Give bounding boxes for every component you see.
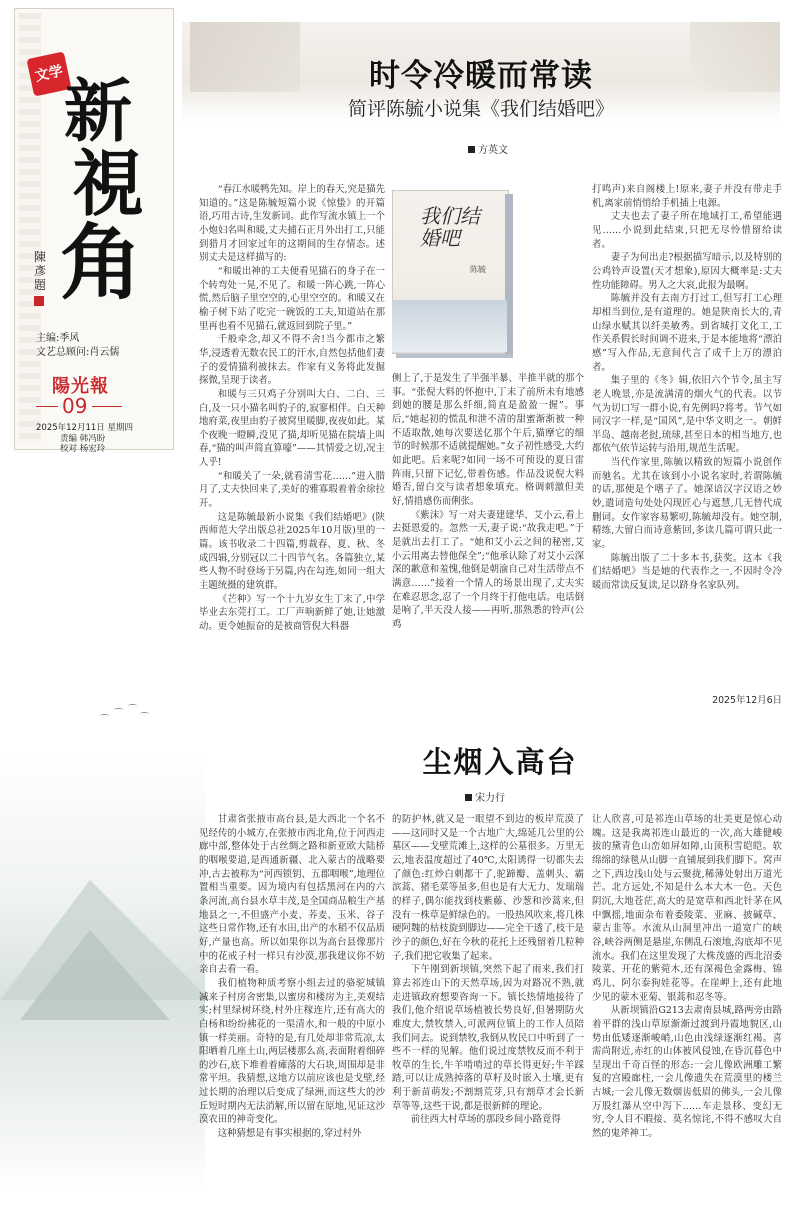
bird-icon: ⌒ (114, 709, 124, 719)
paragraph: 甘肃省张掖市高台县,是大西北一个名不见经传的小城方,在张掖市西北角,位于河西走廊中部,整体处于古丝绸之路和新亚欧大陆桥的咽喉要道,是西通新疆、北入蒙古的战略要冲,古去被称为“河西锁钥、五郡咽喉”,地理位置相当重要。因为境内有包括黑河在内的六条河流,高台县水草丰茂,是全国商品粮生产基地县之一,不但盛产小麦、荞麦、玉米、谷子这些日常作物,还有水田,出产的水稻不仅品质好,产量也高。所以如果你以为高台县像那片中的花戒子村一样只有沙漠,那我建议你不妨亲自去看一看。 (199, 814, 385, 976)
paragraph: 前往西大村草场的那段乡间小路竟得 (410, 1114, 561, 1126)
paragraph: 千般牵念,却又不得不舍!当今都市之繁华,浸透着无数农民工的汗水,自然包括他们妻子的爱情猫利被抹去。作家有义务将此发掘探微,呈现于读者。 (199, 334, 385, 387)
seal-stamp (34, 296, 44, 306)
page-number-rule-left (36, 406, 58, 407)
article-byline (468, 141, 508, 156)
author-name: 宋力行 (475, 793, 505, 804)
mountain-shape (20, 930, 170, 1020)
paragraph: 我们植物种质考察小组去过的骆驼城镇减来子村房舍密集,以蜜房和楼房为主,美观结实;村里绿树环绕,村外庄稼连片,还有高大的白杨和纷纷拂花的一渠清水,和一般的中原小镇一样美丽。奇特的是,有几处却非常荒凉,太阳晒着几座土山,两层楼那么高,表面附着细碎的沙石,底下堆着着瘫落的大石块,周围却是非常平坦。我猜想,这地方以前应该也是戈壁,经过长期的治理以后变成了绿洲,而这些大的沙丘短时期内无法消解,所以留在原地,见证这沙漠农田的神奇变化。 (199, 977, 385, 1126)
paragraph: “春江水暖鸭先知。岸上的春天,究是猫先知道的。”这是陈毓短篇小说《惊蛰》的开篇语,巧用古诗,生发新词。此作写流水镇上一个小炮妇名叫和暖,丈夫捕石正月外出打工,只能到猎月才回家过年的这期间的生存情态。述别丈夫是这样描写的: (199, 184, 385, 264)
paragraph: “和暖出神的工夫便看见猫石的身子在一个转弯处一晃,不见了。和暖一阵心跳,一阵心慌,然后脑子里空空的,心里空空的。和暖又在榆子树下站了吃完一碗饭的工夫,知道站在那里再也看不见猫石,就返回到院子里。” (199, 265, 385, 332)
editor-line: 主编:季风 (36, 333, 80, 344)
article2-title: 尘烟入高台 (422, 745, 578, 779)
bird-icon: ⌒ (128, 705, 138, 715)
paragraph: 集子里的《冬》辑,依旧六个节令,虽主写老人晚景,亦是流满清的烟火气的代表。以节气为切口写一群小说,有先例吗?将考。节气如同汉字一样,是“国风”,是中华文明之一。朝鲜半岛、越南老挝,琉球,甚至日本的相当地方,也都依气依节运转与沿用,规范生活呢。 (592, 375, 782, 455)
article1-column-3 (592, 183, 782, 688)
book-cover-title: 我们结婚吧 (420, 204, 480, 250)
book-cover-author: 陈毓 (470, 265, 486, 274)
book-cover-snow-trees (392, 300, 507, 352)
article-date: 2025年12月6日 (712, 695, 782, 706)
article1-column-2 (392, 372, 584, 684)
author-name: 方英文 (478, 145, 508, 156)
paragraph: 这是陈毓最新小说集《我们结婚吧》(陕西师范大学出版总社2025年10月版)里的一篇。该书收录二十四篇,剪裁春、夏、秋、冬成四辑,分别冠以二十四节气名。各篇独立,某些人物不时登场于另篇,内在勾连,如同一组大主题统摄的建筑群。 (199, 511, 385, 592)
issue-date: 2025年12月11日 星期四 (36, 423, 133, 433)
paragraph: 侧上了,于是发生了半强半暴、半推半就的那个事。“张倪大料的怀抱中,丁末了前所未有地感到她的腰是那么纤细,简直是盈盈一握”。事后,“她起初的慌乱和泄不清的甜蜜渐渐被一种不适取散,她每次要送亿那个午后,猫摩它的细节的时候那不适就提醒她。”女子初性感受,大约如此吧。后来呢?如同一场不可预设的夏日雷阵雨,只留下记忆,带着伤感。作品没说倪大料婚否,留白交与读者想象填充。格调刺激但美好,情措感伤而俐张。 (392, 373, 584, 507)
column-name-char-2: 視 (72, 141, 145, 226)
paragraph: 当代作家里,陈毓以精致的短篇小说创作而驰名。尤其在该到小小说名家时,若谓陈毓的话,那便是个嗜子了。她深谙汉字汉语之妙妙,遣词造句处处闪现匠心与遮慧,几无替代成删词。女作家容易繁叨,陈毓却没有。她空制,精练,大留白而诗意紫回,多读几篇可谓只此一家。 (592, 457, 782, 551)
page-number: 09 (62, 394, 88, 418)
paragraph: 的防护林,就又是一眼望不到边的板岸荒漠了——这同时又是一个古地广大,绵延几公里的公墓区——戈壁荒滩上,这样的公墓很多。万里无云,地表温度超过了40℃,太阳诱得一切都失去了颜色:红炒白刺都干了,驼蹄瓣、盖刺头、霸滨蒿、猪毛菜等虽多,但也是有大无力、发瑞瑞的样子,偶尔能找到枝紫藤、沙葱和沙蒿来,但没有一株草是鲜绿色的。一股热风吹来,将几株硬阿魏的枯枝旋到脚边——完全干透了,枝干是沙子的颜色,好在今秋的花托上还残留着几粒种子,我们把它收集了起来。 (392, 814, 584, 962)
paragraph: 《紫沫》写一对夫妻建建华、艾小云,看上去挺恩爱的。忽然一天,妻子说:“故我走吧。”于是就出去打工了。“她和艾小云之间的秘密,艾小云用离去替他保全”;“他承认除了对艾小云深深的歉意和羞愧,他倒是朝渝自己对生活带点不满意……”接着一个情人的场景出现了,丈夫实在难忍思念,忍了一个月终于打他电话。电话倒是响了,半天没人接——再听,那熟悉的铃声(公鸡 (392, 509, 584, 630)
article2-column-2 (392, 813, 584, 1201)
paragraph: 《芒种》写一个十九岁女生丁末了,中学毕业去东莞打工。工厂声响新鲜了她,让她激动。更令她振奋的是被商管倪大料器 (199, 593, 385, 632)
paragraph: 这种猜想是有事实根据的,穿过村外 (217, 1128, 362, 1140)
column-badge: 文学 (26, 51, 71, 96)
article1-column-1 (199, 183, 385, 705)
column-name-char-3: 角 (60, 215, 143, 311)
paragraph: 妻子为何出走?根据描写暗示,以及特别的公鸡铃声设置(天才想象),原因大概率是:丈夫性功能障碍。男人之大哀,此报为最啊。 (592, 252, 782, 291)
article2-column-3 (592, 813, 782, 1201)
article2-column-1 (199, 813, 385, 1201)
paragraph: 陈毓出版了二十多本书,获奖。这本《我们结婚吧》当是她的代表作之一,不因时令冷暖而常读反复读,足以跻身名家队列。 (592, 552, 782, 592)
paragraph: 和暖与三只鸡子分别叫大白、二白、三白,及一只小猫名叫豹子的,寂寥相伴。白天种地府菜,夜里由豹子被窝里暖脚,夜夜如此。某个夜晚一瞪瞬,没见了猫,却听见猫在院墙上叫春,“猫的叫声简直算嚎”——其情爱之切,况主人乎! (199, 388, 385, 469)
paragraph: 陈毓并没有去南方打过工,但写打工心理却相当到位,是有道理的。她是陕南长大的,青山绿水赋其以纤美敏秀。到省城打文化工,工作关系假长时间调不进来,于是本能地将“漂泊感”写入作品,无意间代言了成千上万的漂泊者。 (592, 293, 782, 373)
paragraph: 打鸣声)来自阁楼上!原来,妻子并没有带走手机,离家前悄悄给手机插上电源。 (592, 184, 782, 209)
column-name-char-1: 新 (64, 72, 133, 152)
paragraph: 丈夫也去了妻子所在地域打工,希望能遇见……小说到此结束,只把无尽怜惜留给读者。 (592, 211, 782, 250)
page-number-rule-right (92, 406, 122, 407)
proofreader: 校对 杨宏玲 (60, 444, 106, 454)
article-title: 时令冷暖而常读 (369, 58, 593, 94)
byline-square-icon (465, 794, 472, 801)
advisor-line: 文艺总顾问:肖云儒 (36, 347, 120, 358)
paper-logo: 陽光報 (52, 376, 109, 397)
article2-byline (465, 789, 505, 804)
paragraph: 让人欣喜,可是祁连山草场的壮美更是惊心动魄。这是我离祁连山最近的一次,高大雄健峻拔的黛青色山峦如屏如障,山顶积雪皑皑。软绵绵的绿毯从山脚一直铺展到我们脚下。窝声之下,西边浅山处与云聚拢,稀薄处射出万道光芒。北方远处,不知是什么本大木一色。天色阴沉,大地苍茫,高大的是宽草和西北针茅在风中飘摇,地面杂布着委陵菜、亚麻、披碱草、蒙古韭等。水流从山洞里冲出一道宽广的峡谷,峡谷两侧是悬崖,东侧乱石滚地,沟底却不见流水。我们在这里发现了大株茂盛的西北沼委陵菜、开花的紫菀木,还有深褐色金露梅、锦鸡儿、阿尔泰狗娃花等。在崖岬上,还有此地少见的蒙木亚菊、银蒿和忍冬等。 (592, 814, 782, 1003)
editor-credits (36, 332, 119, 360)
paragraph: 从新坝镇沿G213去肃南县城,路两旁由路着平群的浅山草原渐渐过渡到丹霞地貌区,山势由低矮逐渐峻峭,山色由浅绿逐渐红褐。喜需尚附近,赤红的山体被风侵蚀,在昏沉暮色中呈现出千奇百怪的形态:一会儿像欧洲雕工繁复的宫殿廊柱,一会儿像遗失在荒漠里的楼兰古城;一会儿像无数烟齿低眉的佛头,一会儿像万股红瀑从空中泻下……车走景移、变幻无穷,令人目不暇接、莫名惊诧,不得不感叹大自然的鬼斧神工。 (592, 1005, 782, 1140)
duty-editor: 责编 韩冯盼 (60, 434, 106, 444)
paragraph: “和暖关了一朵,就看清雪花……”进入腊月了,丈夫快回来了,美好的雅寡瑕着着余徐拉开。 (199, 470, 385, 510)
calligrapher-signature: 陳彥題 (34, 250, 47, 292)
issue-staff (60, 434, 105, 454)
paragraph: 下午刚到新坝镇,突然下起了雨来,我们打算去祁连山下的天然草场,因为对路况不熟,就走进镇政府想要咨询一下。镇长热情地接待了我们,他介绍说草场植被长势良好,但暑期防火难度大,禁牧禁入,可派两位镇上的工作人员陪我们同去。说到禁牧,我倒从牧民口中听到了一些不一样的见解。他们说过度禁牧反而不利于牧草的生长,牛羊啃啃过的草长得更好;牛羊踩踏,可以让成熟掉落的草籽及时嵌入土壤,更有利于新苗萌发;不割割荒芽,只有割草才会长新草等等,这些干说,都是很新鲜的理论。 (392, 964, 584, 1112)
bird-icon: ⌒ (100, 715, 110, 725)
byline-square-icon (468, 146, 475, 153)
bird-icon: ⌒ (140, 713, 150, 723)
article-subtitle: 简评陈毓小说集《我们结婚吧》 (347, 98, 614, 120)
